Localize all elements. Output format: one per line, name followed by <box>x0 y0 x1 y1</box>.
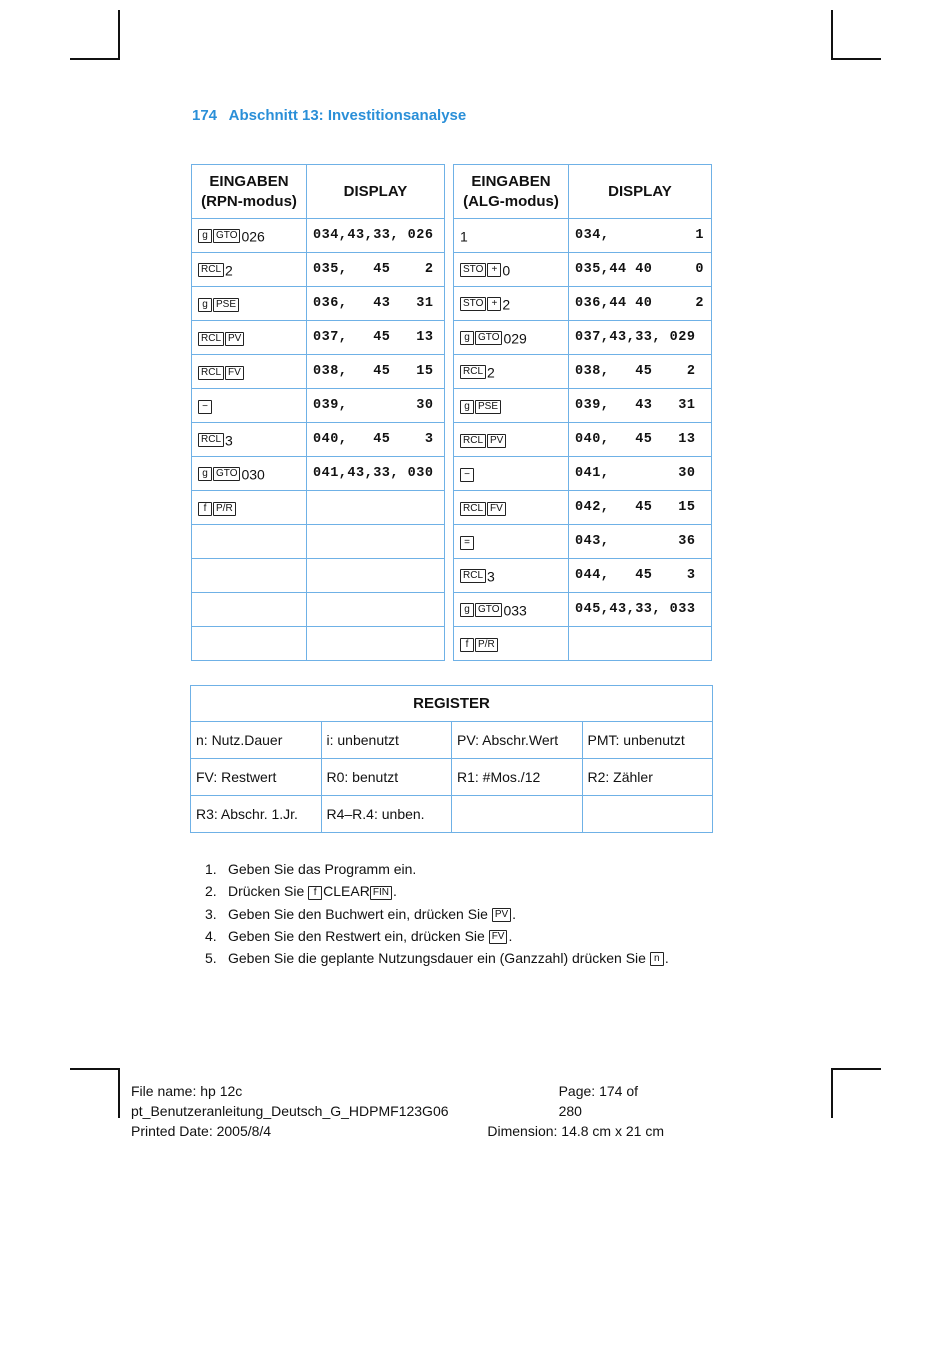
calculator-key-gto-icon: GTO <box>475 331 502 345</box>
calculator-key--icon: − <box>198 400 212 414</box>
rpn-display-cell <box>307 559 445 593</box>
calculator-key--icon: + <box>487 297 501 311</box>
register-cell <box>582 796 713 833</box>
step-text: Drücken Sie <box>228 883 309 900</box>
alg-input-value: 0 <box>502 262 511 279</box>
alg-input-value: 1 <box>460 228 468 245</box>
rpn-table-row <box>192 525 445 559</box>
alg-display-cell <box>569 627 712 661</box>
alg-table-row <box>454 593 712 627</box>
register-cell: PV: Abschr.Wert <box>452 722 583 759</box>
rpn-input-cell <box>192 219 307 253</box>
rpn-display-cell: 037, 45 13 <box>307 321 445 355</box>
calculator-key--icon: − <box>460 468 474 482</box>
alg-display-cell: 035,44 40 0 <box>569 253 712 287</box>
register-row <box>191 759 713 796</box>
calculator-key-rcl-icon: RCL <box>198 366 224 380</box>
alg-input-cell <box>454 355 569 389</box>
rpn-inputs-header-line1: EINGABEN <box>209 172 289 190</box>
alg-input-cell <box>454 525 569 559</box>
register-cell: i: unbenutzt <box>321 722 452 759</box>
step-item <box>205 903 669 925</box>
alg-table-row <box>454 355 712 389</box>
rpn-input-cell <box>192 491 307 525</box>
rpn-table-row <box>192 287 445 321</box>
footer-printed-date: Printed Date: 2005/8/4 <box>131 1123 272 1139</box>
calculator-key--icon: + <box>487 263 501 277</box>
calculator-key-f-icon: f <box>460 638 474 652</box>
page-number: 174 <box>192 107 218 124</box>
rpn-display-cell: 034,43,33, 026 <box>307 219 445 253</box>
alg-input-value: 029 <box>503 330 527 347</box>
rpn-input-cell <box>192 321 307 355</box>
alg-inputs-header <box>454 165 569 219</box>
register-cell: R4–R.4: unben. <box>321 796 452 833</box>
calculator-key-f-icon: f <box>198 502 212 516</box>
crop-mark-top-right-v <box>831 10 833 60</box>
rpn-table-row <box>192 355 445 389</box>
rpn-table-row <box>192 457 445 491</box>
alg-input-value: 2 <box>487 364 495 381</box>
alg-display-cell: 041, 30 <box>569 457 712 491</box>
rpn-input-cell <box>192 389 307 423</box>
step-text: . <box>392 883 397 900</box>
step-number: 2. <box>205 883 217 900</box>
step-item <box>205 858 669 880</box>
alg-input-cell <box>454 253 569 287</box>
rpn-input-cell <box>192 627 307 661</box>
footer-file-name: File name: hp 12c pt_Benutzeranleitung_Deutsch_G_HDPMF123G06 <box>131 1083 449 1119</box>
crop-mark-bottom-left-h <box>70 1068 120 1070</box>
alg-display-cell: 038, 45 2 <box>569 355 712 389</box>
alg-table-row <box>454 219 712 253</box>
instruction-steps <box>205 858 669 969</box>
step-number: 5. <box>205 950 217 967</box>
rpn-table-row <box>192 389 445 423</box>
alg-table-row <box>454 287 712 321</box>
calculator-key-rcl-icon: RCL <box>198 433 224 447</box>
alg-input-value: 3 <box>487 568 495 585</box>
step-item <box>205 925 669 947</box>
alg-input-cell <box>454 491 569 525</box>
alg-table-row <box>454 559 712 593</box>
step-text: Geben Sie das Programm ein. <box>228 861 417 877</box>
alg-input-cell <box>454 627 569 661</box>
calculator-key-fv-icon: FV <box>489 930 508 944</box>
crop-mark-bottom-right-h <box>831 1068 881 1070</box>
rpn-display-cell: 038, 45 15 <box>307 355 445 389</box>
calculator-key-pse-icon: PSE <box>475 400 501 414</box>
calculator-key-pv-icon: PV <box>492 908 511 922</box>
step-text: . <box>664 950 669 967</box>
alg-input-cell <box>454 389 569 423</box>
calculator-key-g-icon: g <box>460 603 474 617</box>
print-footer <box>131 1081 664 1141</box>
step-text: CLEAR <box>323 883 370 900</box>
alg-inputs-header-line1: EINGABEN <box>471 172 551 190</box>
alg-input-value: 033 <box>503 602 527 619</box>
alg-display-cell: 036,44 40 2 <box>569 287 712 321</box>
step-text: Geben Sie die geplante Nutzungsdauer ein (Ganzzahl) drücken Sie <box>228 950 650 967</box>
rpn-input-value: 3 <box>225 432 233 449</box>
calculator-key-pv-icon: PV <box>225 332 244 346</box>
step-text: . <box>512 905 517 922</box>
rpn-display-cell <box>307 627 445 661</box>
footer-page: Page: 174 of 280 <box>558 1083 638 1119</box>
rpn-display-cell: 039, 30 <box>307 389 445 423</box>
alg-display-cell: 040, 45 13 <box>569 423 712 457</box>
alg-display-cell: 043, 36 <box>569 525 712 559</box>
alg-input-cell <box>454 559 569 593</box>
alg-program-table <box>453 164 712 661</box>
calculator-key-pr-icon: P/R <box>475 638 498 652</box>
rpn-table-row <box>192 627 445 661</box>
calculator-key-sto-icon: STO <box>460 297 486 311</box>
rpn-table-row <box>192 593 445 627</box>
alg-table-row <box>454 525 712 559</box>
register-cell: R2: Zähler <box>582 759 713 796</box>
alg-input-value: 2 <box>502 296 511 313</box>
crop-mark-top-right-h <box>831 58 881 60</box>
rpn-input-cell <box>192 457 307 491</box>
crop-mark-bottom-left-v <box>118 1068 120 1118</box>
step-item <box>205 947 669 969</box>
register-cell: FV: Restwert <box>191 759 322 796</box>
rpn-table-row <box>192 491 445 525</box>
step-text: . <box>508 927 513 944</box>
step-text: Geben Sie den Buchwert ein, drücken Sie <box>228 905 492 922</box>
step-number: 4. <box>205 927 217 944</box>
register-cell: n: Nutz.Dauer <box>191 722 322 759</box>
calculator-key-fv-icon: FV <box>487 502 506 516</box>
calculator-key-g-icon: g <box>198 229 212 243</box>
calculator-key--icon: = <box>460 536 474 550</box>
rpn-inputs-header-line2: (RPN-modus) <box>201 192 297 210</box>
alg-table-row <box>454 423 712 457</box>
alg-input-cell <box>454 423 569 457</box>
page-header <box>192 107 474 124</box>
crop-mark-top-left-v <box>118 10 120 60</box>
rpn-display-cell: 041,43,33, 030 <box>307 457 445 491</box>
alg-display-cell: 042, 45 15 <box>569 491 712 525</box>
rpn-display-cell: 036, 43 31 <box>307 287 445 321</box>
calculator-key-pr-icon: P/R <box>213 502 236 516</box>
calculator-key-f-icon: f <box>308 886 322 900</box>
crop-mark-top-left-h <box>70 58 120 60</box>
alg-table-row <box>454 389 712 423</box>
rpn-display-cell: 040, 45 3 <box>307 423 445 457</box>
step-text: Geben Sie den Restwert ein, drücken Sie <box>228 927 489 944</box>
alg-inputs-header-line2: (ALG-modus) <box>463 192 559 210</box>
crop-mark-bottom-right-v <box>831 1068 833 1118</box>
register-cell: PMT: unbenutzt <box>582 722 713 759</box>
calculator-key-g-icon: g <box>460 400 474 414</box>
register-cell: R1: #Mos./12 <box>452 759 583 796</box>
calculator-key-g-icon: g <box>198 298 212 312</box>
rpn-input-cell <box>192 423 307 457</box>
alg-input-cell <box>454 321 569 355</box>
calculator-key-g-icon: g <box>460 331 474 345</box>
footer-dimension: Dimension: 14.8 cm x 21 cm <box>487 1123 664 1139</box>
rpn-input-value: 2 <box>225 262 233 279</box>
register-row <box>191 722 713 759</box>
section-title: Abschnitt 13: Investitionsanalyse <box>228 107 467 124</box>
calculator-key-pse-icon: PSE <box>213 298 239 312</box>
alg-input-cell <box>454 593 569 627</box>
alg-table-row <box>454 321 712 355</box>
register-row <box>191 796 713 833</box>
register-table <box>190 685 713 833</box>
calculator-key-n-icon: n <box>650 952 664 966</box>
rpn-input-cell <box>192 287 307 321</box>
calculator-key-g-icon: g <box>198 467 212 481</box>
calculator-key-rcl-icon: RCL <box>460 434 486 448</box>
alg-table-row <box>454 457 712 491</box>
rpn-input-cell <box>192 525 307 559</box>
register-cell: R3: Abschr. 1.Jr. <box>191 796 322 833</box>
rpn-input-cell <box>192 253 307 287</box>
calculator-key-rcl-icon: RCL <box>460 502 486 516</box>
alg-table-row <box>454 491 712 525</box>
calculator-key-fin-icon: FIN <box>370 886 392 900</box>
alg-display-cell: 045,43,33, 033 <box>569 593 712 627</box>
rpn-input-value: 026 <box>241 228 265 245</box>
rpn-inputs-header <box>192 165 307 219</box>
register-cell <box>452 796 583 833</box>
calculator-key-sto-icon: STO <box>460 263 486 277</box>
rpn-table-row <box>192 559 445 593</box>
calculator-key-rcl-icon: RCL <box>460 365 486 379</box>
alg-display-cell: 034, 1 <box>569 219 712 253</box>
calculator-key-gto-icon: GTO <box>213 229 240 243</box>
alg-input-cell <box>454 457 569 491</box>
step-item <box>205 880 669 902</box>
rpn-display-cell: 035, 45 2 <box>307 253 445 287</box>
alg-display-header: DISPLAY <box>569 165 712 219</box>
rpn-input-cell <box>192 355 307 389</box>
alg-table-row <box>454 253 712 287</box>
rpn-display-cell <box>307 525 445 559</box>
alg-input-cell <box>454 287 569 321</box>
register-title: REGISTER <box>191 686 713 722</box>
rpn-input-value: 030 <box>241 466 265 483</box>
rpn-input-cell <box>192 559 307 593</box>
alg-display-cell: 039, 43 31 <box>569 389 712 423</box>
rpn-table-row <box>192 219 445 253</box>
rpn-program-table <box>191 164 445 661</box>
rpn-input-cell <box>192 593 307 627</box>
alg-table-row <box>454 627 712 661</box>
calculator-key-rcl-icon: RCL <box>198 332 224 346</box>
calculator-key-gto-icon: GTO <box>213 467 240 481</box>
calculator-key-gto-icon: GTO <box>475 603 502 617</box>
alg-display-cell: 037,43,33, 029 <box>569 321 712 355</box>
calculator-key-fv-icon: FV <box>225 366 244 380</box>
step-number: 3. <box>205 905 217 922</box>
register-cell: R0: benutzt <box>321 759 452 796</box>
rpn-table-row <box>192 423 445 457</box>
rpn-display-cell <box>307 593 445 627</box>
alg-display-cell: 044, 45 3 <box>569 559 712 593</box>
rpn-table-row <box>192 253 445 287</box>
calculator-key-rcl-icon: RCL <box>198 263 224 277</box>
rpn-display-cell <box>307 491 445 525</box>
rpn-table-row <box>192 321 445 355</box>
rpn-display-header: DISPLAY <box>307 165 445 219</box>
step-number: 1. <box>205 861 217 877</box>
calculator-key-pv-icon: PV <box>487 434 506 448</box>
calculator-key-rcl-icon: RCL <box>460 569 486 583</box>
alg-input-cell <box>454 219 569 253</box>
